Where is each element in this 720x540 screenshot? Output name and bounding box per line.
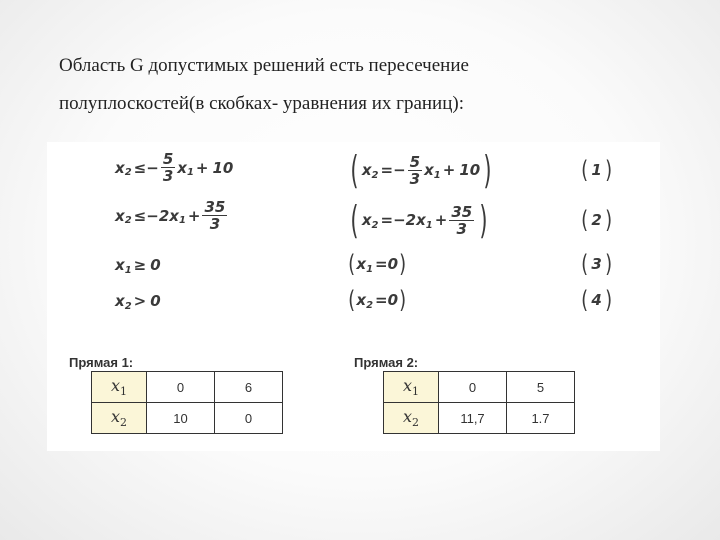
inequality-1: x 2 ≤ − $\frac{5}{3}$ x 1 + 10 (115, 150, 234, 185)
inequality-row-2 (47, 198, 660, 244)
value-cell: 5 (507, 372, 575, 403)
value-cell: 1.7 (507, 403, 575, 434)
boundary-3: ( x 1 = 0 ) (348, 250, 407, 278)
inequality-3: x 1 ≥ 0 (115, 256, 161, 276)
table-row (384, 403, 575, 434)
inequality-row-3 (47, 250, 660, 280)
table-row (92, 372, 283, 403)
value-cell: 11,7 (439, 403, 507, 434)
equation-number-1: ( 1 ) (581, 156, 613, 184)
line-2-caption: Прямая 2: (354, 355, 419, 370)
table-row (384, 372, 575, 403)
intro-line-2: полуплоскостей(в скобках- уравнения их границ): (59, 93, 464, 114)
fraction-5-3: $\frac{5}{3}$ (162, 150, 174, 185)
inequality-row-4 (47, 286, 660, 316)
inequality-2: x 2 ≤ − 2 x 1 + $\frac{35}{3}$ (115, 198, 226, 233)
equation-number-4: ( 4 ) (581, 286, 613, 314)
value-cell: 0 (439, 372, 507, 403)
intro-line-1: Область G допустимых решений есть пересечение (59, 55, 469, 76)
inequality-row-1 (47, 148, 660, 192)
value-cell: 0 (147, 372, 215, 403)
boundary-2: ( x 2 = − 2 x 1 + $\frac{35}{3}$ ) (350, 198, 488, 242)
boundary-4: ( x 2 = 0 ) (348, 286, 407, 314)
equation-number-2: ( 2 ) (581, 206, 613, 234)
variable-cell: $x_2$ (92, 403, 147, 434)
variable-cell: $x_2$ (384, 403, 439, 434)
value-cell: 6 (215, 372, 283, 403)
boundary-1: ( x 2 = − $\frac{5}{3}$ x 1 + 10 ) (350, 148, 492, 192)
value-cell: 0 (215, 403, 283, 434)
variable-cell: $x_1$ (92, 372, 147, 403)
equation-number-3: ( 3 ) (581, 250, 613, 278)
line-1-caption: Прямая 1: (69, 355, 134, 370)
value-cell: 10 (147, 403, 215, 434)
equations-panel (47, 142, 660, 451)
fraction-35-3: $\frac{35}{3}$ (204, 198, 226, 233)
table-row (92, 403, 283, 434)
line-2-points-table (383, 371, 575, 434)
line-1-points-table (91, 371, 283, 434)
inequality-4: x 2 > 0 (115, 292, 161, 312)
intro-text (59, 47, 679, 123)
variable-cell: $x_1$ (384, 372, 439, 403)
